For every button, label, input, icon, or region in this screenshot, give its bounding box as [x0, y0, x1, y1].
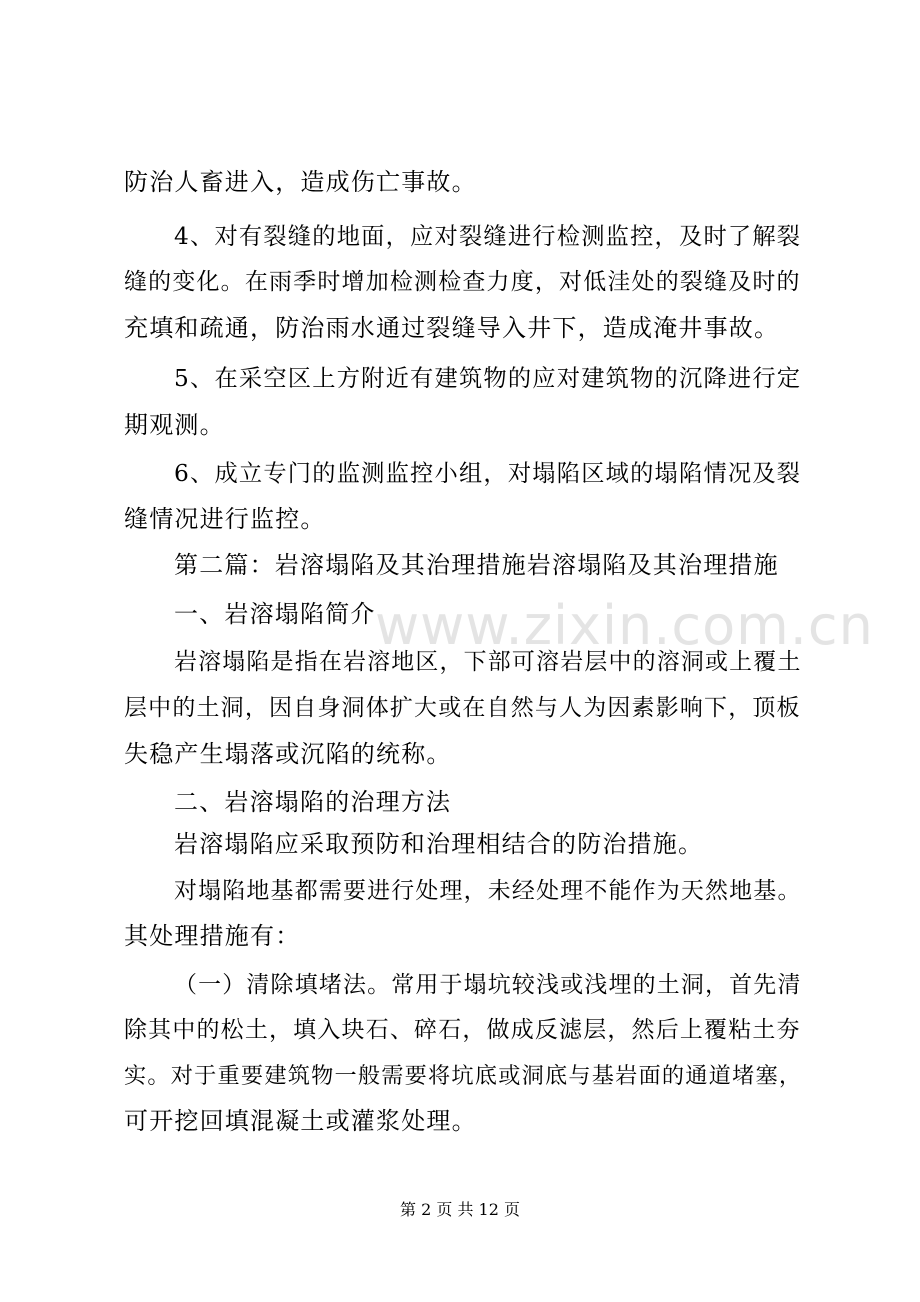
paragraph-line: 其处理措施有： [124, 922, 301, 950]
paragraph-line: 5、在采空区上方附近有建筑物的应对建筑物的沉降进行定 [174, 365, 802, 392]
paragraph-line: 缝的变化。在雨季时增加检测检查力度，对低洼处的裂缝及时的 [124, 269, 801, 295]
paragraph-line: 层中的土洞，因自身洞体扩大或在自然与人为因素影响下，顶板 [124, 695, 801, 721]
paragraph-line: 缝情况进行监控。 [124, 505, 326, 533]
paragraph-line: 期观测。 [124, 411, 225, 439]
paragraph-line: 4、对有裂缝的地面，应对裂缝进行检测监控，及时了解裂 [174, 223, 802, 250]
paragraph-line: 防治人畜进入，造成伤亡事故。 [124, 168, 477, 196]
subsection-heading: 一、岩溶塌陷简介 [174, 600, 376, 628]
subsection-heading: 二、岩溶塌陷的治理方法 [174, 788, 452, 816]
paragraph-line: 失稳产生塌落或沉陷的统称。 [124, 740, 452, 768]
paragraph-line: 可开挖回填混凝土或灌浆处理。 [124, 1107, 477, 1135]
paragraph-line: 除其中的松土，填入块石、碎石，做成反滤层，然后上覆粘土夯 [124, 1017, 801, 1043]
paragraph-line: 对塌陷地基都需要进行处理，未经处理不能作为天然地基。 [174, 878, 802, 904]
section-heading: 第二篇：岩溶塌陷及其治理措施岩溶塌陷及其治理措施 [174, 551, 779, 579]
paragraph-line: 6、成立专门的监测监控小组，对塌陷区域的塌陷情况及裂 [174, 460, 802, 487]
paragraph-line: （一）清除填堵法。常用于塌坑较浅或浅埋的土洞，首先清 [174, 972, 802, 998]
paragraph-line: 充填和疏通，防治雨水通过裂缝导入井下，造成淹井事故。 [124, 314, 780, 342]
paragraph-line: 岩溶塌陷是指在岩溶地区，下部可溶岩层中的溶洞或上覆土 [174, 649, 802, 675]
page-number-footer: 第 2 页 共 12 页 [400, 1200, 520, 1219]
paragraph-line: 实。对于重要建筑物一般需要将坑底或洞底与基岩面的通道堵塞， [124, 1063, 803, 1089]
paragraph-line: 岩溶塌陷应采取预防和治理相结合的防治措施。 [174, 830, 704, 858]
watermark-text: www.zixin.com.cn [375, 594, 874, 657]
